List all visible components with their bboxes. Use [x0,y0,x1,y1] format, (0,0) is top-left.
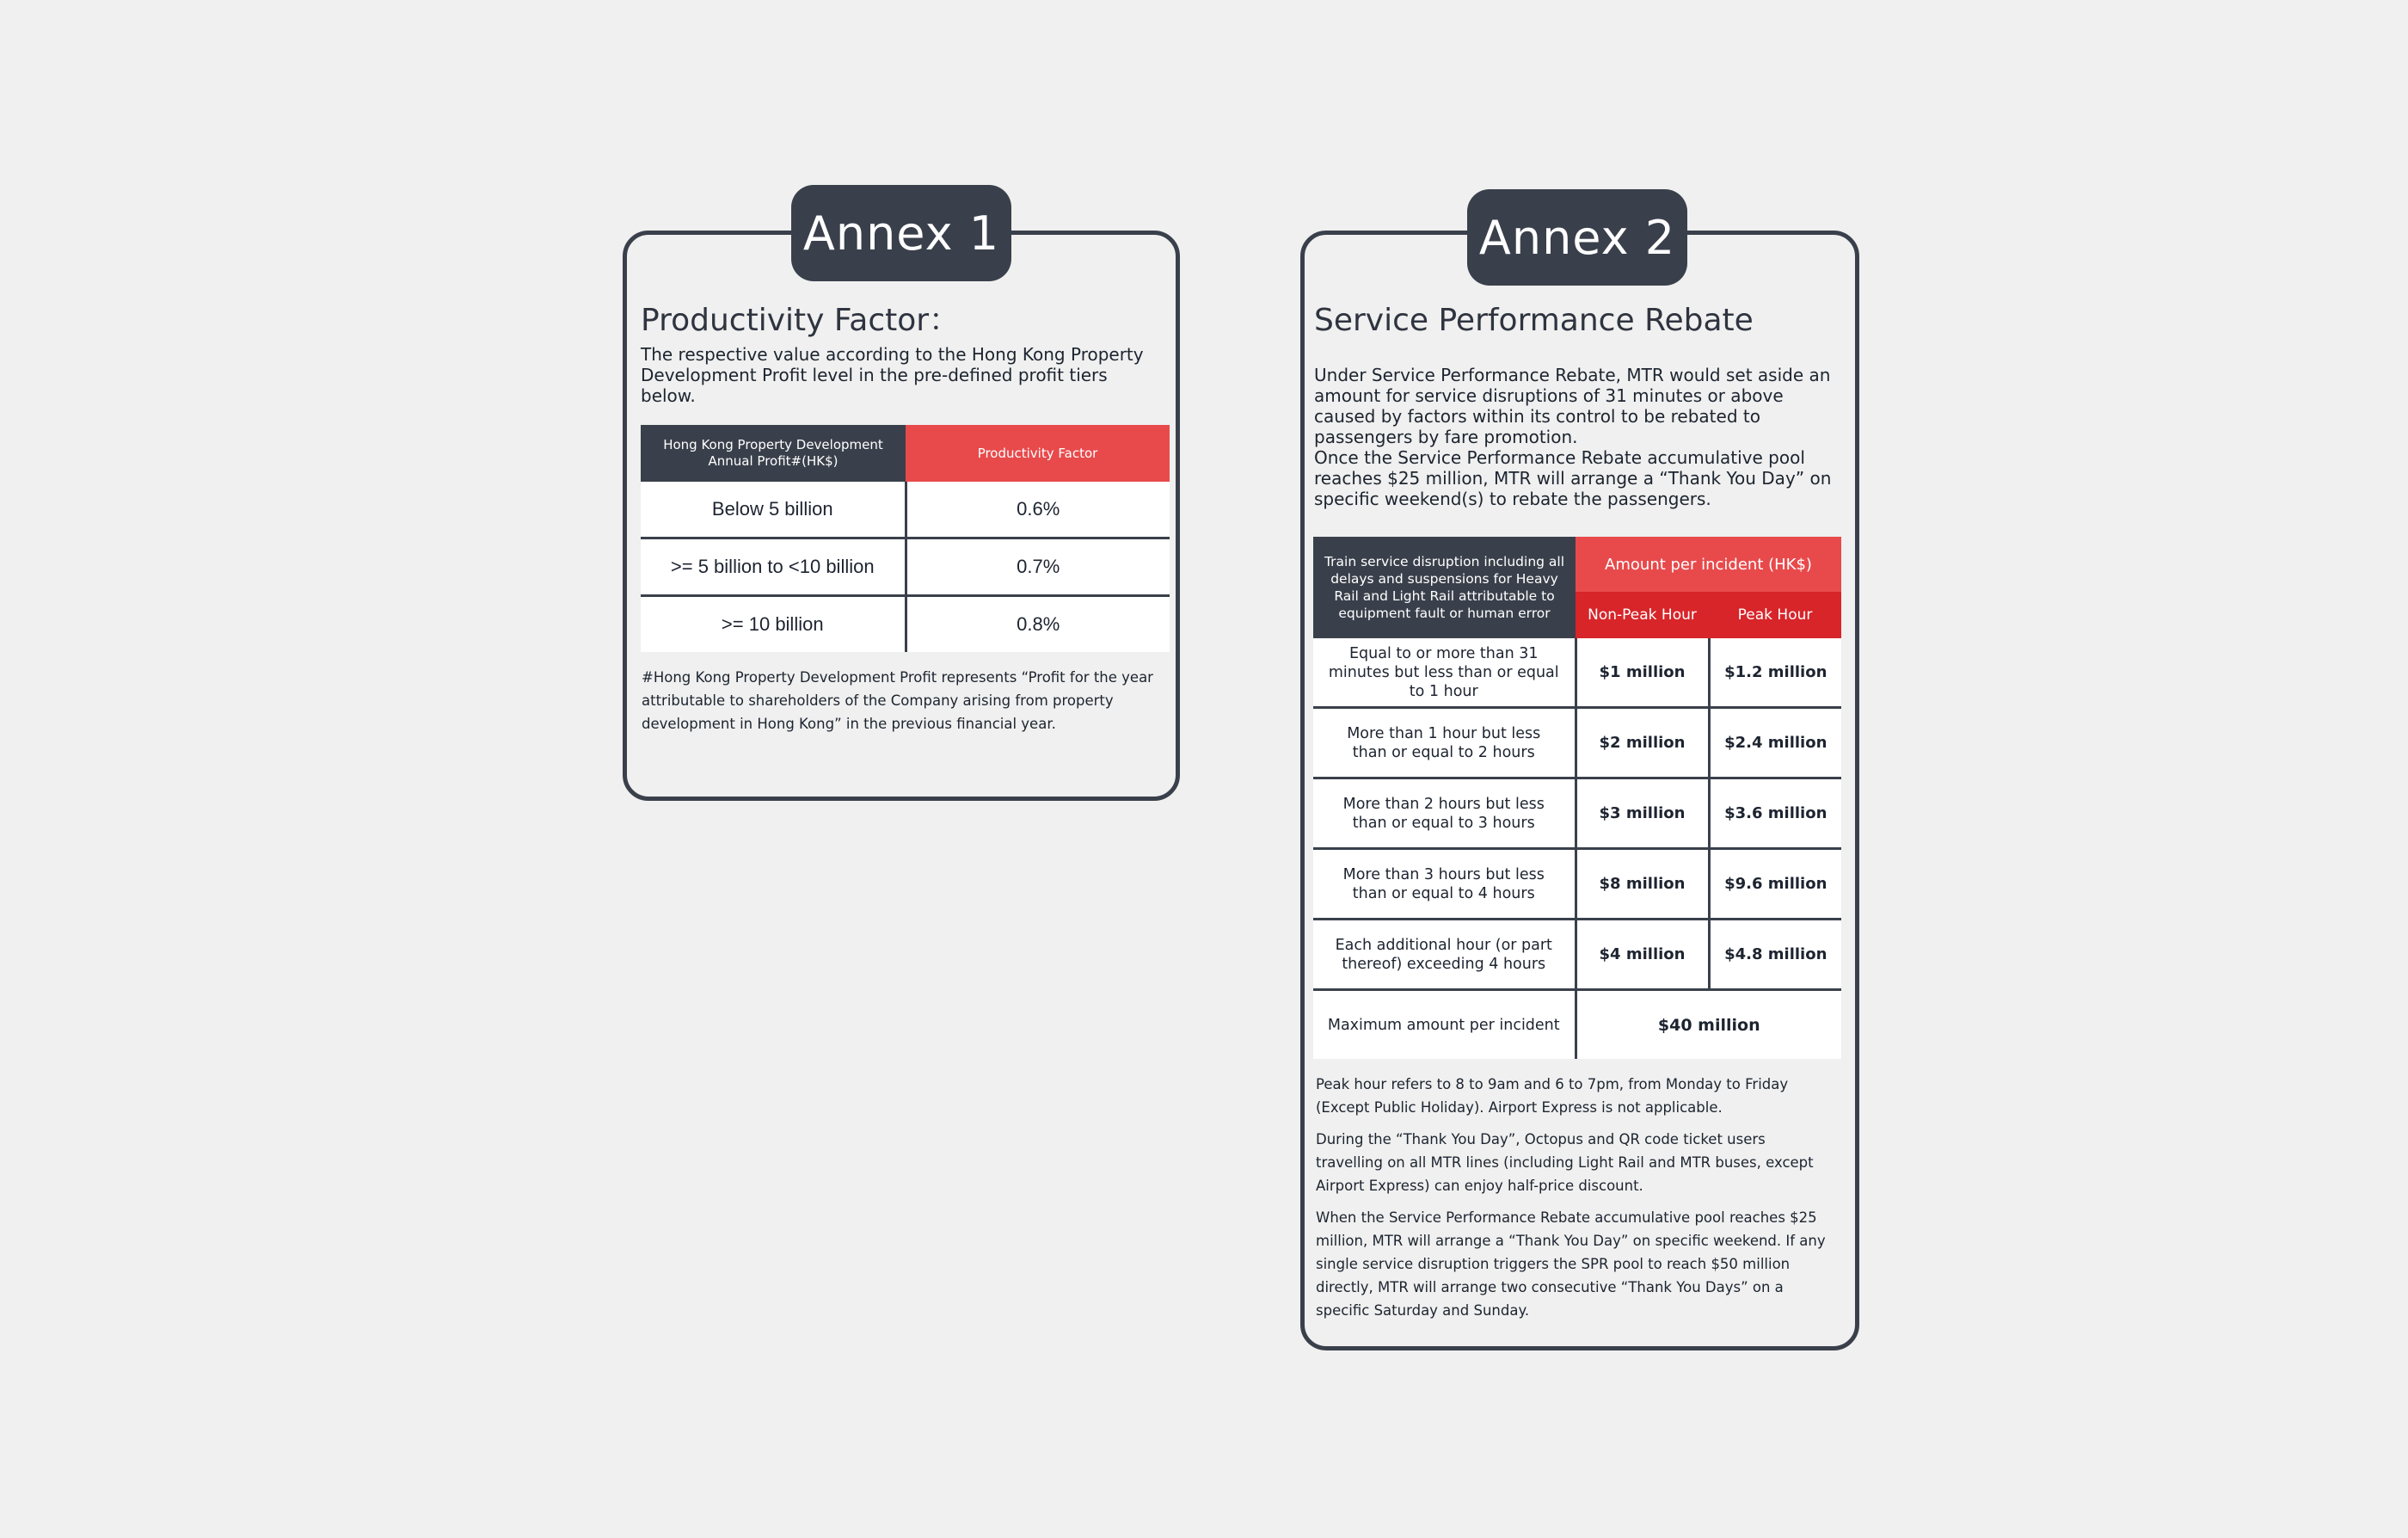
factor-cell: 0.8% [906,596,1170,653]
disruption-cell: Equal to or more than 31 minutes but less than or equal to 1 hour [1313,638,1576,708]
factor-cell: 0.6% [906,482,1170,538]
table-row [1313,778,1841,849]
header-peak-hour: Peak Hour [1709,592,1841,638]
header-amount-per-incident: Amount per incident (HK$) [1576,537,1841,592]
non-peak-amount-cell: $4 million [1576,920,1709,990]
thank-you-day-note: During the “Thank You Day”, Octopus and QR code ticket users travelling on all MTR lines (including Light Rail and MTR buses, except Airport Express) can enjoy half-price discount. [1316,1131,1814,1194]
peak-amount-cell: $9.6 million [1709,849,1841,920]
factor-cell: 0.7% [906,538,1170,596]
non-peak-amount-cell: $3 million [1576,778,1709,849]
service-performance-rebate-table [1313,537,1841,1059]
table-row-maximum [1313,990,1841,1060]
annex-1-tab: Annex 1 [791,185,1011,281]
non-peak-amount-cell: $1 million [1576,638,1709,708]
peak-hour-note: Peak hour refers to 8 to 9am and 6 to 7pm, from Monday to Friday (Except Public Holiday). Airport Express is not applicable. [1316,1076,1789,1116]
table-row [1313,849,1841,920]
profit-tier-cell: Below 5 billion [641,482,906,538]
rebate-pool-note: When the Service Performance Rebate accumulative pool reaches $25 million, MTR will arrange a “Thank You Day” on specific weekend. If any single service disruption triggers the SPR pool to reach $50 million directly, MTR will arrange two consecutive “Thank You Days” on a specific Saturday and Sunday. [1316,1209,1826,1319]
peak-amount-cell: $2.4 million [1709,708,1841,778]
table-header-row [1313,537,1841,592]
header-productivity-factor: Productivity Factor [906,425,1170,482]
table-row [641,596,1170,653]
non-peak-amount-cell: $2 million [1576,708,1709,778]
annex-1-description: The respective value according to the Hong Kong Property Development Profit level in the pre-defined profit tiers below. [641,344,1144,406]
header-non-peak-hour: Non-Peak Hour [1576,592,1709,638]
annex-2-description [1314,365,1847,509]
table-row [1313,920,1841,990]
peak-amount-cell: $4.8 million [1709,920,1841,990]
annex-1-footnote: #Hong Kong Property Development Profit represents “Profit for the year attributable to shareholders of the Company arising from property development in Hong Kong” in the previous financial year. [642,669,1153,732]
disruption-cell: More than 1 hour but less than or equal to 2 hours [1313,708,1576,778]
header-profit-tier: Hong Kong Property Development Annual Profit#(HK$) [641,425,906,482]
annex-2-description-paragraph: Under Service Performance Rebate, MTR would set aside an amount for service disruptions of 31 minutes or above caused by factors within its control to be rebated to passengers by fare promotion. [1314,365,1831,447]
non-peak-amount-cell: $8 million [1576,849,1709,920]
peak-amount-cell: $1.2 million [1709,638,1841,708]
annex-2-notes [1316,1073,1835,1322]
disruption-cell: Each additional hour (or part thereof) exceeding 4 hours [1313,920,1576,990]
disruption-cell: More than 3 hours but less than or equal to 4 hours [1313,849,1576,920]
max-amount-label: Maximum amount per incident [1313,990,1576,1060]
profit-tier-cell: >= 10 billion [641,596,906,653]
annex-2-tab: Annex 2 [1467,189,1687,286]
annex-2-title: Service Performance Rebate [1314,303,1754,338]
disruption-cell: More than 2 hours but less than or equal to 3 hours [1313,778,1576,849]
table-row [641,538,1170,596]
table-row [641,482,1170,538]
max-amount-value: $40 million [1576,990,1841,1060]
profit-tier-cell: >= 5 billion to <10 billion [641,538,906,596]
header-disruption: Train service disruption including all delays and suspensions for Heavy Rail and Light Rail attributable to equipment fault or human error [1313,537,1576,638]
table-row [1313,638,1841,708]
table-header-row [641,425,1170,482]
annex-1-title: Productivity Factor： [641,303,961,338]
annex-2-description-paragraph: Once the Service Performance Rebate accumulative pool reaches $25 million, MTR will arrange a “Thank You Day” on specific weekend(s) to rebate the passengers. [1314,447,1832,509]
productivity-factor-table [641,425,1170,652]
peak-amount-cell: $3.6 million [1709,778,1841,849]
table-row [1313,708,1841,778]
